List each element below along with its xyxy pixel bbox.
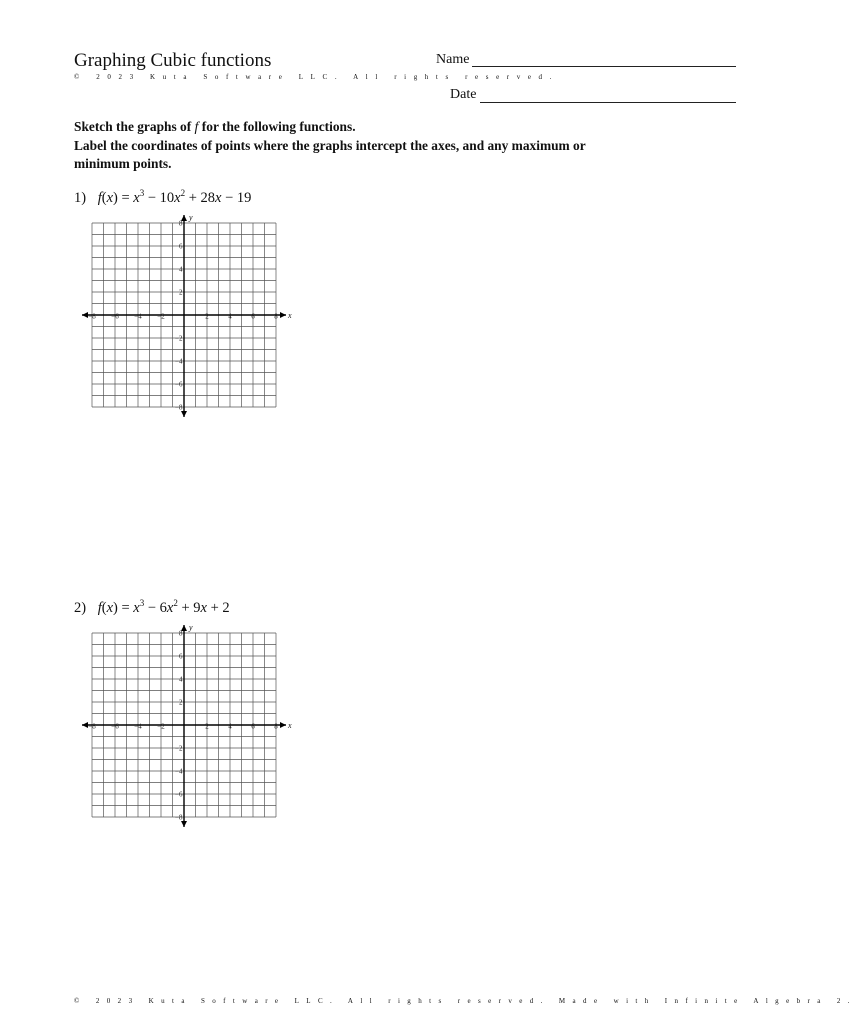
y-axis-label: y [189, 213, 193, 222]
x-tick-label: −4 [134, 312, 142, 321]
x-tick-label: 8 [274, 312, 278, 321]
copyright-notice: © 2023 Kuta Software LLC. All rights reserved. [74, 73, 559, 81]
problem-2-heading [74, 594, 230, 617]
x-axis-right-arrow [280, 722, 286, 728]
x-tick-label: −4 [134, 722, 142, 731]
x-tick-label: 6 [251, 312, 255, 321]
x-axis-right-arrow [280, 312, 286, 318]
instructions-line-2: Label the coordinates of points where the graphs intercept the axes, and any maximum or [74, 138, 586, 153]
problem-number: 2) [74, 599, 87, 616]
worksheet-title: Graphing Cubic functions [74, 50, 272, 71]
x-tick-label: −2 [157, 722, 165, 731]
y-axis-label: y [189, 623, 193, 632]
x-tick-label: 2 [205, 312, 209, 321]
y-tick-label: 2 [179, 698, 183, 707]
x-tick-label: −8 [88, 312, 96, 321]
y-tick-label: −6 [175, 790, 183, 799]
x-tick-label: −6 [111, 722, 119, 731]
y-tick-label: 6 [179, 242, 183, 251]
x-tick-label: 4 [228, 722, 232, 731]
problem-equation: $f(x) = x^3 - 10x^2 + 28x - 19$ [97, 188, 252, 206]
y-tick-label: −6 [175, 380, 183, 389]
date-label: Date [450, 87, 477, 102]
y-tick-label: −4 [175, 357, 183, 366]
instructions-line-3: minimum points. [74, 156, 172, 171]
y-tick-label: 4 [179, 265, 183, 274]
x-axis-left-arrow [82, 722, 88, 728]
y-tick-label: −8 [175, 403, 183, 412]
instructions-line-1: Sketch the graphs of f for the following functions. [74, 119, 356, 135]
y-axis-down-arrow [181, 411, 187, 417]
y-tick-label: 8 [179, 219, 183, 228]
x-axis-left-arrow [82, 312, 88, 318]
x-tick-label: 6 [251, 722, 255, 731]
y-tick-label: −2 [175, 334, 183, 343]
y-tick-label: −2 [175, 744, 183, 753]
y-tick-label: −8 [175, 813, 183, 822]
name-label: Name [436, 52, 470, 67]
x-axis-label: x [288, 721, 292, 730]
x-tick-label: −6 [111, 312, 119, 321]
x-tick-label: 4 [228, 312, 232, 321]
x-tick-label: 8 [274, 722, 278, 731]
y-tick-label: 2 [179, 288, 183, 297]
coordinate-grid-2[interactable] [78, 623, 290, 835]
date-field[interactable] [480, 102, 736, 103]
x-tick-label: −2 [157, 312, 165, 321]
y-tick-label: 8 [179, 629, 183, 638]
y-tick-label: −4 [175, 767, 183, 776]
problem-equation: $f(x) = x^3 - 6x^2 + 9x + 2$ [97, 598, 230, 616]
x-tick-label: −8 [88, 722, 96, 731]
name-field[interactable] [472, 66, 736, 67]
y-tick-label: 4 [179, 675, 183, 684]
coordinate-grid-1[interactable] [78, 213, 290, 425]
footer-notice: © 2023 Kuta Software LLC. All rights reserved. Made with Infinite Algebra 2. [74, 997, 857, 1005]
problem-number: 1) [74, 189, 87, 206]
x-axis-label: x [288, 311, 292, 320]
problem-1-heading [74, 184, 251, 207]
x-tick-label: 2 [205, 722, 209, 731]
y-axis-down-arrow [181, 821, 187, 827]
instructions [74, 118, 586, 173]
y-tick-label: 6 [179, 652, 183, 661]
